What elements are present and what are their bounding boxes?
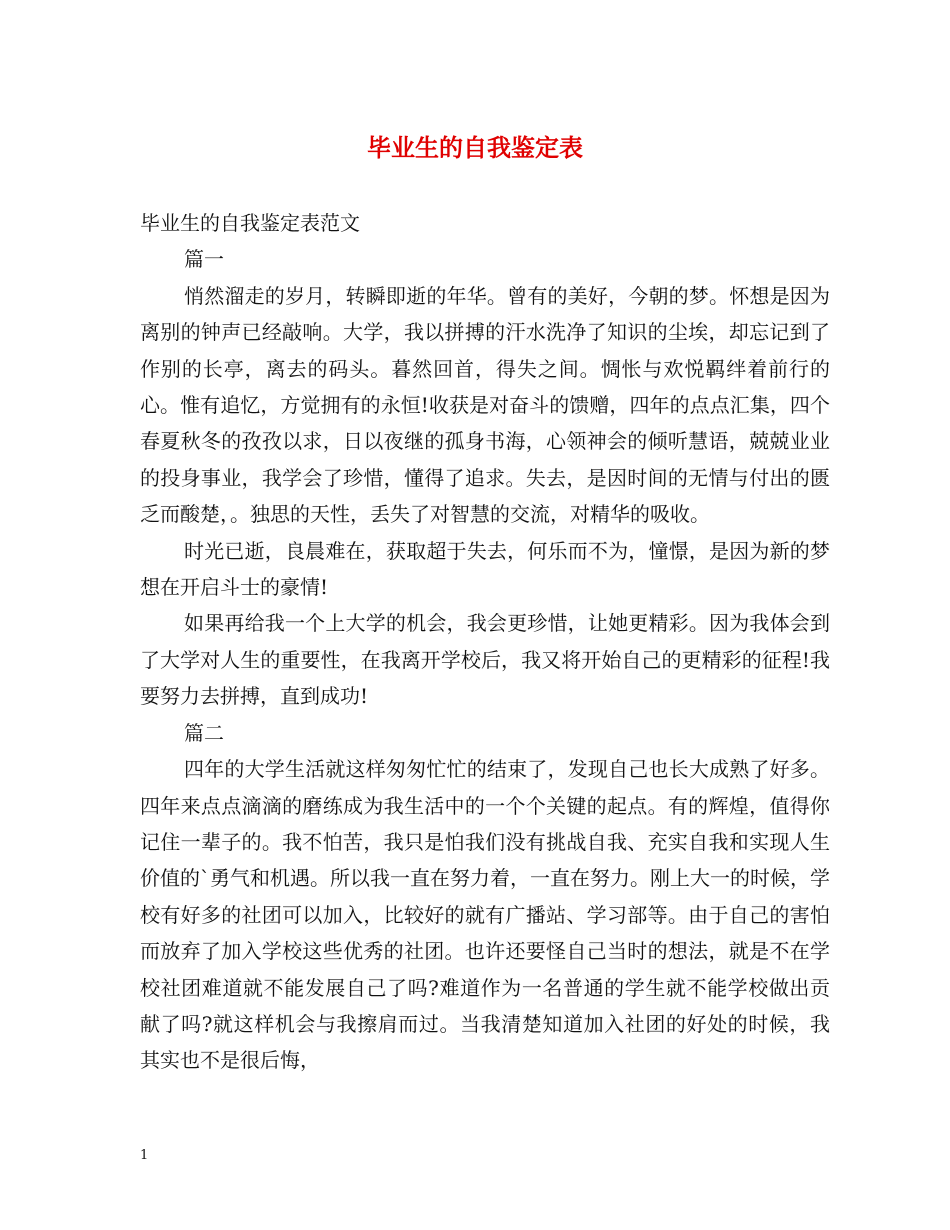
paragraph: 时光已逝，良晨难在，获取超于失去，何乐而不为，憧憬，是因为新的梦想在开启斗士的豪情! [140,538,830,600]
paragraph-subtitle: 毕业生的自我鉴定表范文 [140,211,360,235]
paragraph: 四年的大学生活就这样匆匆忙忙的结束了，发现自己也长大成熟了好多。四年来点点滴滴的磨练成为我生活中的一个个关键的起点。有的辉煌，值得你记住一辈子的。我不怕苦，我只是怕我们没有挑战自我、充实自我和实现人生价值的`勇气和机遇。所以我一直在努力着，一直在努力。刚上大一的时候，学校有好多的社团可以加入，比较好的就有广播站、学习部等。由于自己的害怕而放弃了加入学校这些优秀的社团。也许还要怪自己当时的想法，就是不在学校社团难道就不能发展自己了吗?难道作为一名普通的学生就不能学校做出贡献了吗?就这样机会与我擦肩而过。当我清楚知道加入社团的好处的时候，我其实也不是很后悔， [140,757,830,1073]
paragraph: 如果再给我一个上大学的机会，我会更珍惜，让她更精彩。因为我体会到了大学对人生的重要性，在我离开学校后，我又将开始自己的更精彩的征程!我要努力去拼搏，直到成功! [140,611,830,709]
document-title: 毕业生的自我鉴定表 [367,133,583,162]
section-heading-part-two: 篇二 [184,720,224,745]
page-number: 1 [140,1148,149,1163]
paragraph: 悄然溜走的岁月，转瞬即逝的年华。曾有的美好，今朝的梦。怀想是因为离别的钟声已经敲响。大学，我以拼搏的汗水洗净了知识的尘埃，却忘记到了作别的长亭，离去的码头。暮然回首，得失之间。惆怅与欢悦羁绊着前行的心。惟有追忆，方觉拥有的永恒!收获是对奋斗的馈赠，四年的点点汇集，四个春夏秋冬的孜孜以求，日以夜继的孤身书海，心领神会的倾听慧语，兢兢业业的投身事业，我学会了珍惜，懂得了追求。失去，是因时间的无情与付出的匮乏而酸楚，。独思的天性，丢失了对智慧的交流，对精华的吸收。 [140,283,830,527]
document-body [140,205,830,1079]
section-heading-part-one: 篇一 [184,247,224,272]
